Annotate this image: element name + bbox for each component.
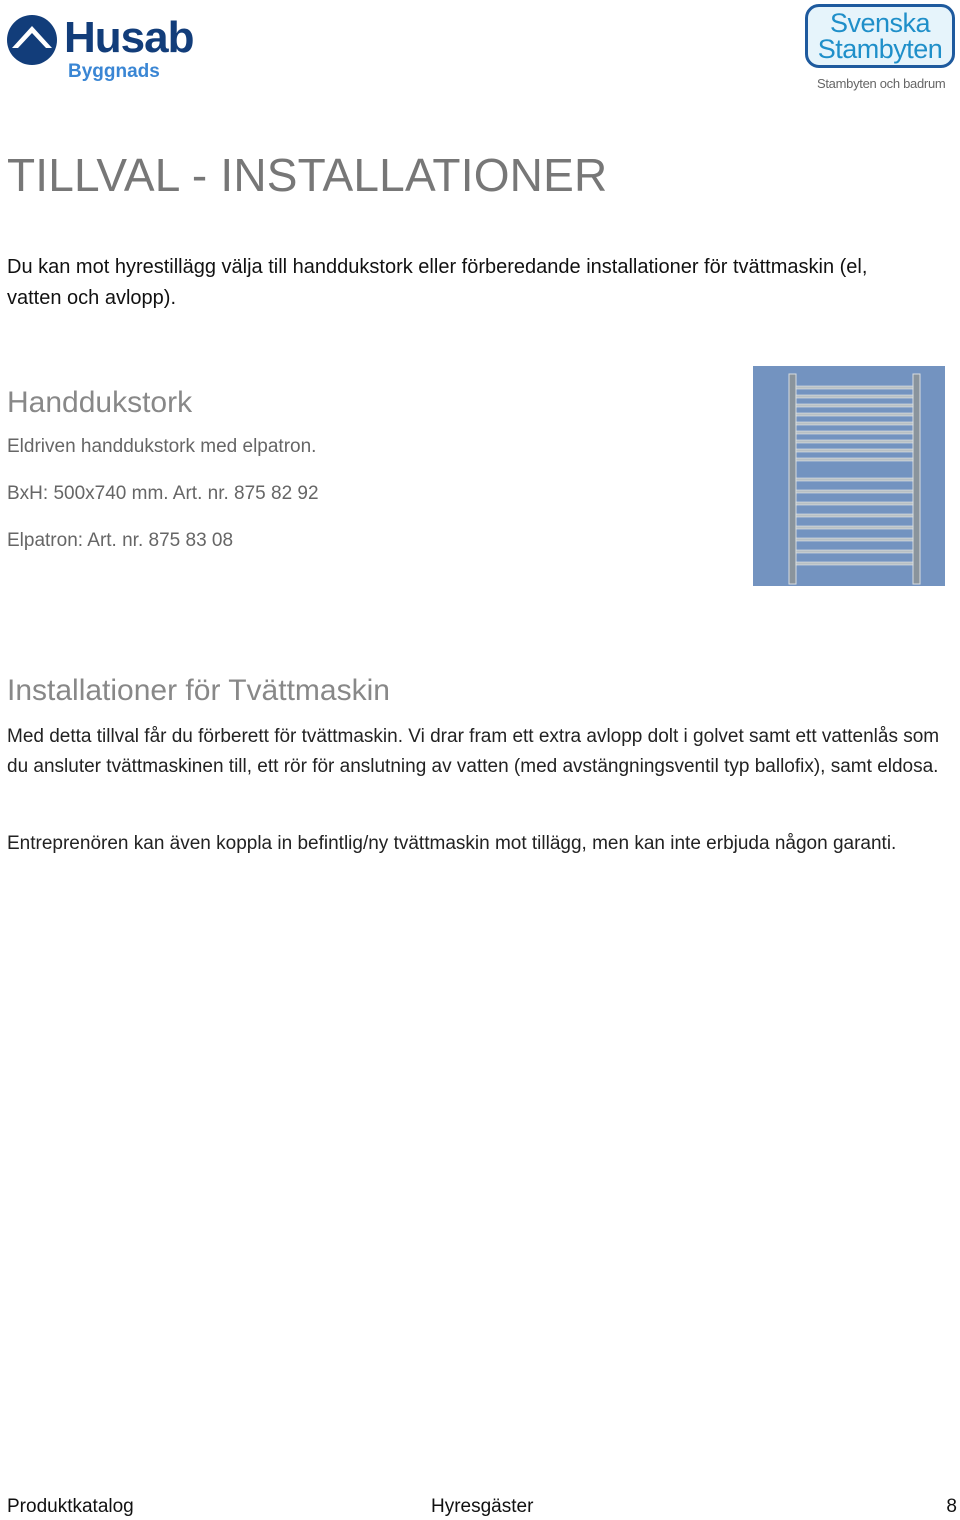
towel-rail-bar xyxy=(796,386,913,389)
towel-rail-bars xyxy=(796,386,913,565)
svenska-stambyten-logo xyxy=(800,2,960,100)
tvattmaskin-paragraph-2: Entreprenören kan även koppla in befintlig/ny tvättmaskin mot tillägg, men kan inte erbjuda någon garanti. xyxy=(7,833,897,854)
house-mountain-icon xyxy=(6,12,60,68)
towel-rail-left-post xyxy=(789,374,796,584)
towel-rail-bar xyxy=(796,395,913,398)
page-title: TILLVAL - INSTALLATIONER xyxy=(7,149,608,201)
towel-rail-bar xyxy=(796,538,913,541)
towel-rail-right-post xyxy=(913,374,920,584)
towel-rail-bar xyxy=(796,413,913,416)
svenska-stambyten-badge xyxy=(805,4,955,68)
towel-rail-bar xyxy=(796,404,913,407)
towel-rail-bar xyxy=(796,449,913,452)
towel-rail-image xyxy=(753,366,945,586)
towel-rail-bar xyxy=(796,422,913,425)
svenska-logo-tagline: Stambyten och badrum xyxy=(817,76,946,91)
towel-rail-bar xyxy=(796,440,913,443)
towel-rail-bar xyxy=(796,562,913,565)
svenska-logo-line1: Svenska xyxy=(829,8,931,38)
towel-rail-bar xyxy=(796,502,913,505)
towel-rail-bar xyxy=(796,431,913,434)
handdukstork-heading: Handdukstork xyxy=(7,386,193,419)
husab-logo-name: Husab xyxy=(64,13,194,62)
footer-audience-label: Hyresgäster xyxy=(431,1496,534,1517)
intro-text: Du kan mot hyrestillägg välja till handdukstork eller förberedande installationer för tvättmaskin (el, vatten och avlopp). xyxy=(7,256,868,309)
towel-rail-bar xyxy=(796,550,913,553)
husab-logo xyxy=(6,12,221,82)
footer-catalog-label: Produktkatalog xyxy=(7,1496,134,1517)
towel-rail-bar xyxy=(796,478,913,481)
towel-rail-illustration xyxy=(753,366,945,586)
towel-rail-bar xyxy=(796,514,913,517)
handdukstork-description: Eldriven handdukstork med elpatron. xyxy=(7,436,317,457)
tvattmaskin-heading: Installationer för Tvättmaskin xyxy=(7,674,390,707)
handdukstork-dimensions: BxH: 500x740 mm. Art. nr. 875 82 92 xyxy=(7,483,319,504)
elpatron-article-number: Elpatron: Art. nr. 875 83 08 xyxy=(7,530,234,551)
svenska-logo-line2: Stambyten xyxy=(817,34,943,64)
tvattmaskin-paragraph-1: Med detta tillval får du förberett för tvättmaskin. Vi drar fram ett extra avlopp dolt i golvet samt ett vattenlås som du ansluter tvättmaskinen till, ett rör för anslutning av vatten (med avstängningsventil typ ballofix), samt eldosa. xyxy=(7,726,940,777)
husab-logo-sub: Byggnads xyxy=(68,61,160,82)
towel-rail-bar xyxy=(796,458,913,461)
page-number: 8 xyxy=(946,1496,957,1517)
towel-rail-bar xyxy=(796,526,913,529)
towel-rail-bar xyxy=(796,490,913,493)
